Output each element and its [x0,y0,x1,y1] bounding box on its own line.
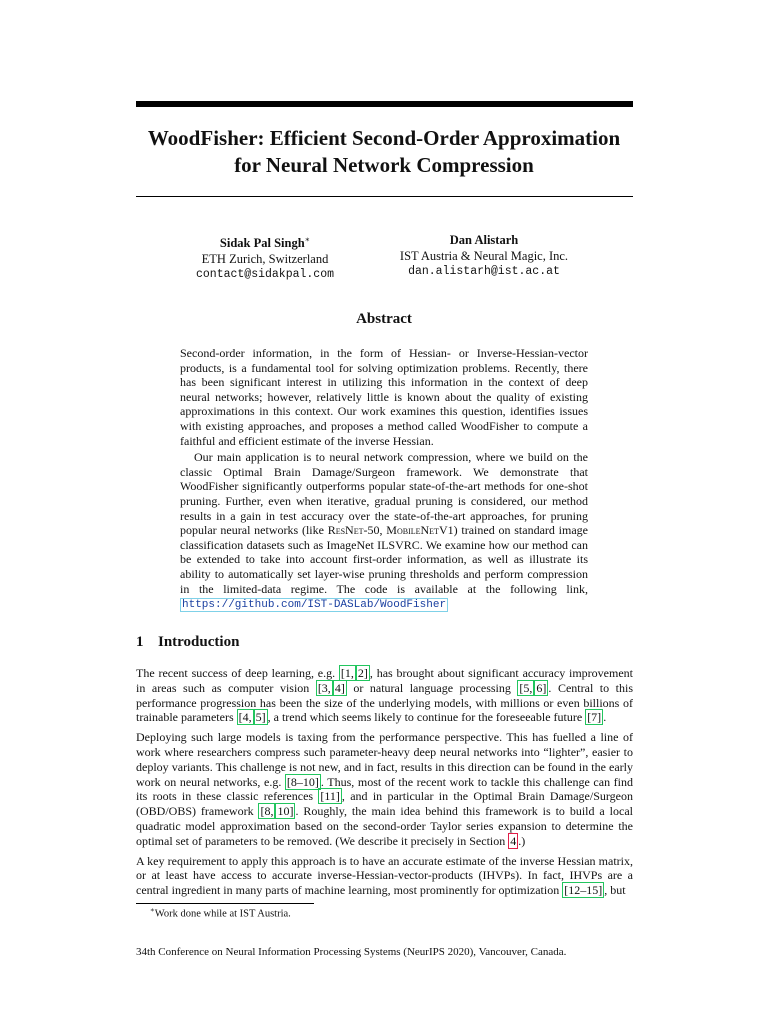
author-footnote-mark: ∗ [304,235,311,244]
section-number: 1 [136,634,144,650]
section-ref-link[interactable]: 4 [510,833,517,848]
abstract-body [180,346,588,613]
footnote-rule [136,903,314,904]
title-line-2: for Neural Network Compression [234,153,534,177]
citation-link[interactable]: 4] [334,680,345,695]
citation-link[interactable]: [8, [260,804,274,819]
author-email[interactable]: dan.alistarh@ist.ac.at [408,265,560,278]
author-name: Sidak Pal Singh [219,236,305,251]
abstract-paragraph-1: Second-order information, in the form of Hessian- or Inverse-Hessian-vector products, is a fundamental tool for solving optimization problems. Recently, there has been significant interest in utilizing this information in the context of deep neural networks; however, relatively little is known about the quality of existing approximations in this context. Our work examines this question, identifies issues with existing approaches, and proposes a method called WoodFisher to compute a faithful and efficient estimate of the inverse Hessian. [180,346,588,448]
author-email[interactable]: contact@sidakpal.com [195,268,335,282]
citation-link[interactable]: [8–10] [286,774,319,789]
abstract-paragraph-2: Our main application is to neural network compression, where we build on the classic Optimal Brain Damage/Surgeon framework. We demonstrate that WoodFisher significantly outperforms popular state-of-the-art methods for one-shot pruning. Further, even when iterative, gradual pruning is considered, our method results in a gain in test accuracy over the state-of-the-art approaches, for pruning popular neural networks (like ResNet-50, MobileNetV1) trained on standard image classification datasets such as ImageNet ILSVRC. We examine how our method can be extended to take into account first-order information, as well as illustrate its ability to automatically set layer-wise pruning thresholds and perform compression in the limited-data regime. The code is available at the following link, https://github.com/IST-DASLab/WoodFisher [180,450,589,612]
intro-paragraph-2: Deploying such large models is taxing from the performance perspective. This has fuelled a line of work where researchers compress such parameter-heavy deep neural networks into “lighter”, easier to deploy variants. This challenge is not new, and in fact, results in this direction can be found in the early work on neural networks, e.g. [8–10] . Thus, most of the recent work to tackle this challenge can find its roots in these classic references [11] , and in particular in the Optimal Brain Damage/Surgeon (OBD/OBS) framework [8, 10] . Roughly, the main idea behind this framework is to build a local quadratic model approximation based on the second-order Taylor series expansion to determine the optimal set of parameters to be removed. (We describe it precisely in Section 4 .) [136,730,633,848]
paper-title [100,125,668,179]
abstract-heading: Abstract [356,311,412,327]
citation-link[interactable]: [12–15] [564,883,603,898]
author-block-2 [364,232,604,280]
section-heading [136,634,239,651]
citation-link[interactable]: 6] [536,680,547,695]
conference-note: 34th Conference on Neural Information Processing Systems (NeurIPS 2020), Vancouver, Canada. [136,946,567,958]
citation-link[interactable]: [5, [519,680,533,695]
title-line-1: WoodFisher: Efficient Second-Order Approximation [147,126,621,150]
citation-link[interactable]: [1, [340,666,354,680]
citation-link[interactable]: [11] [320,789,340,804]
section-body [136,666,633,903]
code-link[interactable]: https://github.com/IST-DASLab/WoodFisher [182,599,447,612]
citation-link[interactable]: [7] [587,710,602,725]
citation-link[interactable]: 2] [357,666,368,680]
author-block-1 [145,232,385,283]
author-affiliation: IST Austria & Neural Magic, Inc. [399,249,569,263]
footnote: ∗Work done while at IST Austria. [150,906,291,920]
intro-paragraph-1: The recent success of deep learning, e.g. [1, 2] , has brought about significant accuracy improvement in areas such as computer vision [3, 4] or natural language processing [5, 6] . Central to this performance progression has been the size of the underlying models, with millions or even billions of trainable parameters [4, 5] , a trend which seems likely to continue for the foreseeable future [7] . [136,666,634,725]
title-top-rule [136,101,633,107]
intro-paragraph-3: A key requirement to apply this approach is to have an accurate estimate of the inverse Hessian matrix, or at least have access to accurate inverse-Hessian-vector-products (IHVPs). In fact, IHVPs are a central ingredient in many parts of machine learning, most prominently for optimization [12–15] , but [136,853,633,898]
resnet-name: ResNet [327,523,364,538]
citation-link[interactable]: 5] [255,710,266,725]
citation-link[interactable]: 10] [277,804,294,819]
citation-link[interactable]: [3, [317,680,331,695]
author-affiliation: ETH Zurich, Switzerland [201,252,329,267]
mobilenet-name: MobileNet [386,523,439,538]
title-bottom-rule [136,196,633,197]
author-name: Dan Alistarh [449,233,519,247]
section-title: Introduction [158,634,240,650]
citation-link[interactable]: [4, [238,710,252,725]
